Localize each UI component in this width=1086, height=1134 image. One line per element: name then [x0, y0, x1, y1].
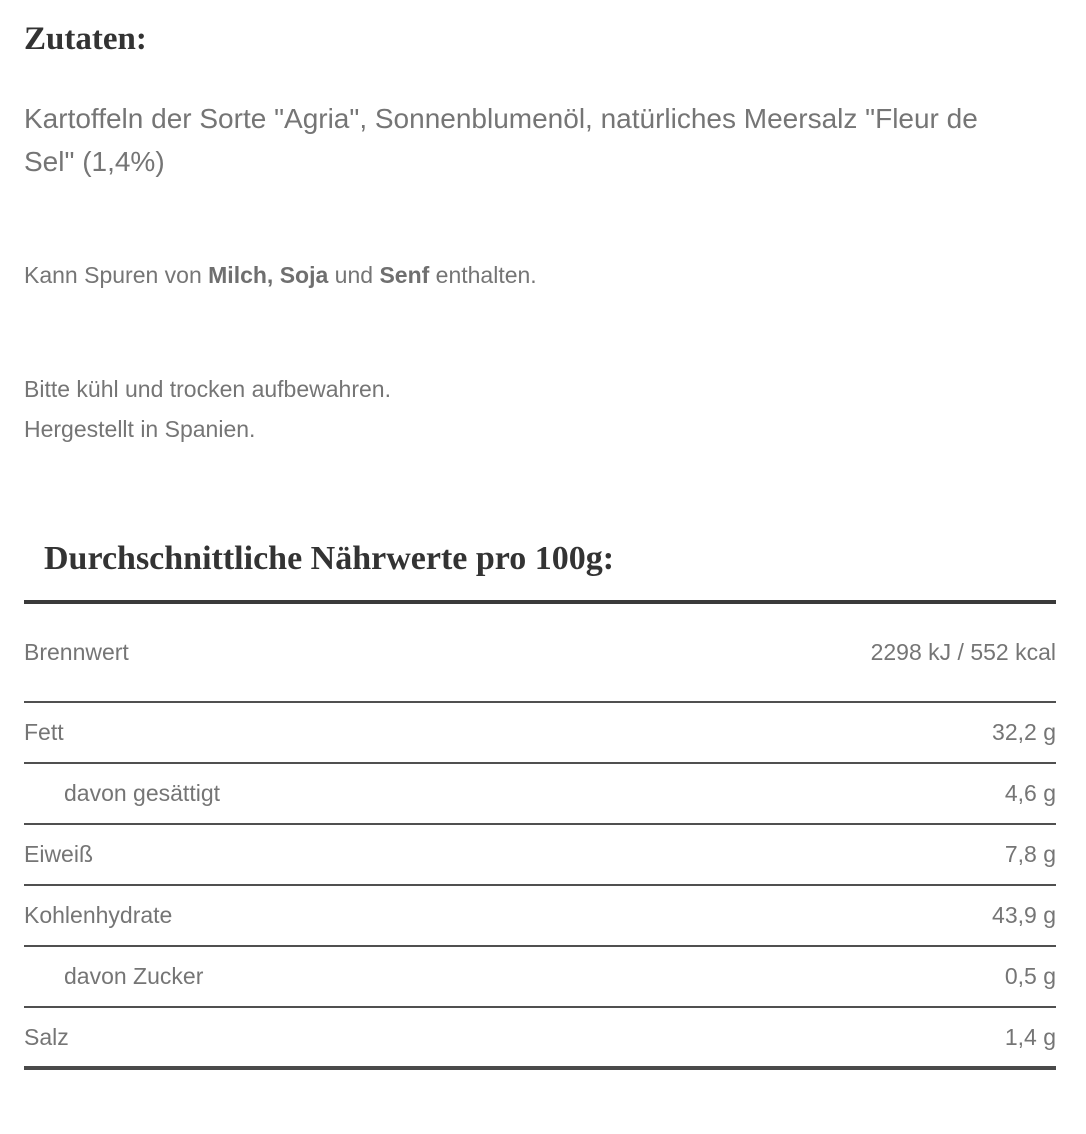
- nutrition-label: davon Zucker: [64, 963, 204, 989]
- nutrition-label: Eiweiß: [24, 841, 94, 867]
- nutrition-label: Brennwert: [24, 639, 129, 665]
- origin-notice: Hergestellt in Spanien.: [24, 416, 256, 442]
- nutrition-heading: Durchschnittliche Nährwerte pro 100g:: [44, 540, 615, 577]
- nutrition-value: 4,6 g: [1004, 780, 1056, 806]
- ingredients-text: Kartoffeln der Sorte "Agria", Sonnenblumenöl, natürliches Meersalz "Fleur de Sel" (1,4%): [24, 103, 978, 177]
- allergen-middle: und: [328, 262, 380, 288]
- nutrition-row-carbohydrates: [24, 886, 1056, 947]
- nutrition-value: 2298 kJ / 552 kcal: [870, 639, 1056, 665]
- allergen-prefix: Kann Spuren von: [24, 262, 209, 288]
- allergen-suffix: enthalten.: [429, 262, 537, 288]
- nutrition-row-saturated-fat: [24, 764, 1056, 825]
- nutrition-value: 7,8 g: [1004, 841, 1056, 867]
- nutrition-label: Kohlenhydrate: [24, 902, 173, 928]
- storage-instruction: Bitte kühl und trocken aufbewahren.: [24, 376, 391, 402]
- nutrition-value: 0,5 g: [1004, 963, 1056, 989]
- nutrition-row-salt: [24, 1008, 1056, 1066]
- nutrition-table: [24, 600, 1056, 1070]
- allergen-mustard: Senf: [379, 262, 430, 288]
- nutrition-value: 32,2 g: [992, 719, 1056, 745]
- nutrition-row-sugar: [24, 947, 1056, 1008]
- nutrition-row-energy: [24, 604, 1056, 703]
- nutrition-label: davon gesättigt: [64, 780, 221, 806]
- nutrition-label: Salz: [24, 1023, 69, 1050]
- nutrition-value: 1,4 g: [1004, 1023, 1056, 1050]
- nutrition-value: 43,9 g: [992, 902, 1056, 928]
- ingredients-heading: Zutaten:: [24, 21, 147, 57]
- storage-notice: [24, 369, 391, 449]
- nutrition-label: Fett: [24, 719, 64, 745]
- nutrition-row-protein: [24, 825, 1056, 886]
- allergen-notice: [24, 258, 537, 292]
- nutrition-row-fat: [24, 703, 1056, 764]
- allergen-milk-soy: Milch, Soja: [208, 262, 329, 288]
